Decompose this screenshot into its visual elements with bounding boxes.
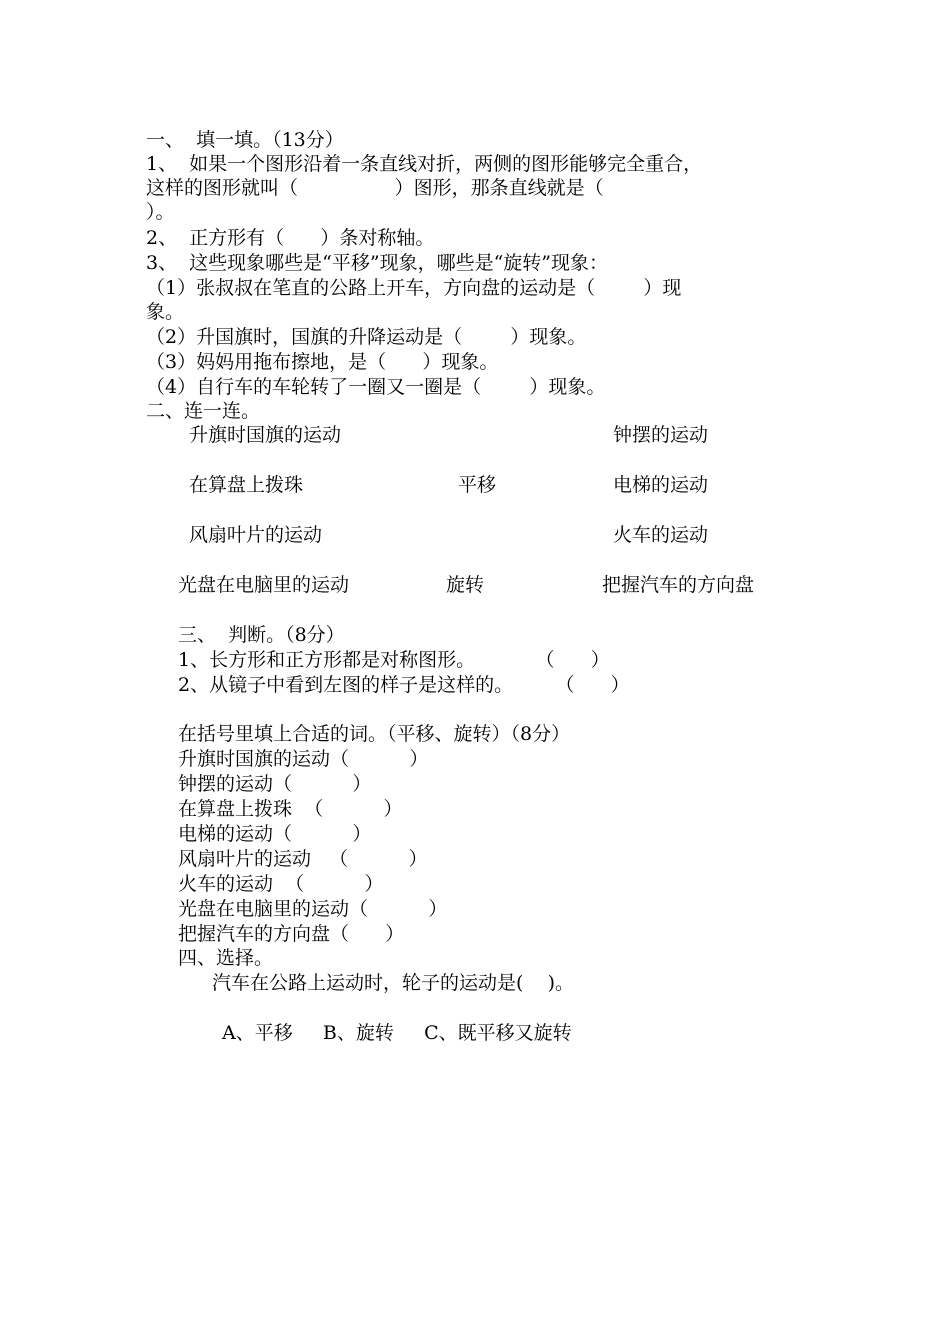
fill-item: 在算盘上拨珠 （ ） bbox=[178, 798, 403, 820]
section3-title: 三、 判断。（8分） bbox=[178, 624, 345, 646]
q2: 2、 正方形有（ ）条对称轴。 bbox=[146, 227, 435, 249]
choice-options: A、平移 B、旋转 C、既平移又旋转 bbox=[222, 1022, 572, 1044]
match-left-item: 光盘在电脑里的运动 bbox=[178, 574, 350, 596]
fill-item: 电梯的运动（ ） bbox=[178, 823, 372, 845]
match-middle-item: 旋转 bbox=[446, 574, 485, 596]
fill-item: 升旗时国旗的运动（ ） bbox=[178, 748, 429, 770]
q3-1-line1: （1）张叔叔在笔直的公路上开车，方向盘的运动是（ ）现 bbox=[146, 277, 682, 299]
judge-item: 2、从镜子中看到左图的样子是这样的。 （ ） bbox=[178, 674, 630, 696]
match-left-item: 升旗时国旗的运动 bbox=[189, 424, 342, 446]
fill-item: 把握汽车的方向盘（ ） bbox=[178, 923, 405, 945]
choice-question: 汽车在公路上运动时，轮子的运动是( )。 bbox=[212, 972, 574, 994]
q1-line3: ）。 bbox=[146, 201, 175, 223]
match-right-item: 把握汽车的方向盘 bbox=[602, 574, 755, 596]
judge-item: 1、长方形和正方形都是对称图形。 （ ） bbox=[178, 649, 610, 671]
section4-title: 四、选择。 bbox=[178, 947, 274, 969]
q3-2: （2）升国旗时，国旗的升降运动是（ ）现象。 bbox=[146, 326, 587, 348]
q1-line1: 1、 如果一个图形沿着一条直线对折，两侧的图形能够完全重合， bbox=[146, 153, 703, 175]
q3: 3、 这些现象哪些是“平移”现象，哪些是“旋转”现象： bbox=[146, 252, 609, 274]
q3-3: （3）妈妈用拖布擦地，是（ ）现象。 bbox=[146, 351, 499, 373]
section1-title: 一、 填一填。（13分） bbox=[146, 129, 344, 151]
fill-words-title: 在括号里填上合适的词。（平移、旋转）（8分） bbox=[178, 723, 571, 745]
fill-item: 光盘在电脑里的运动（ ） bbox=[178, 898, 448, 920]
fill-item: 钟摆的运动（ ） bbox=[178, 773, 372, 795]
match-left-item: 在算盘上拨珠 bbox=[189, 474, 304, 496]
fill-item: 风扇叶片的运动 （ ） bbox=[178, 848, 428, 870]
section2-title: 二、连一连。 bbox=[146, 400, 261, 422]
q3-1-line2: 象。 bbox=[146, 301, 185, 323]
match-middle-item: 平移 bbox=[458, 474, 497, 496]
q1-line2: 这样的图形就叫（ ）图形，那条直线就是（ bbox=[146, 177, 604, 199]
match-left-item: 风扇叶片的运动 bbox=[189, 524, 323, 546]
fill-item: 火车的运动 （ ） bbox=[178, 873, 384, 895]
q3-4: （4）自行车的车轮转了一圈又一圈是（ ）现象。 bbox=[146, 376, 606, 398]
match-right-item: 火车的运动 bbox=[613, 524, 709, 546]
match-right-item: 电梯的运动 bbox=[613, 474, 709, 496]
match-right-item: 钟摆的运动 bbox=[613, 424, 709, 446]
